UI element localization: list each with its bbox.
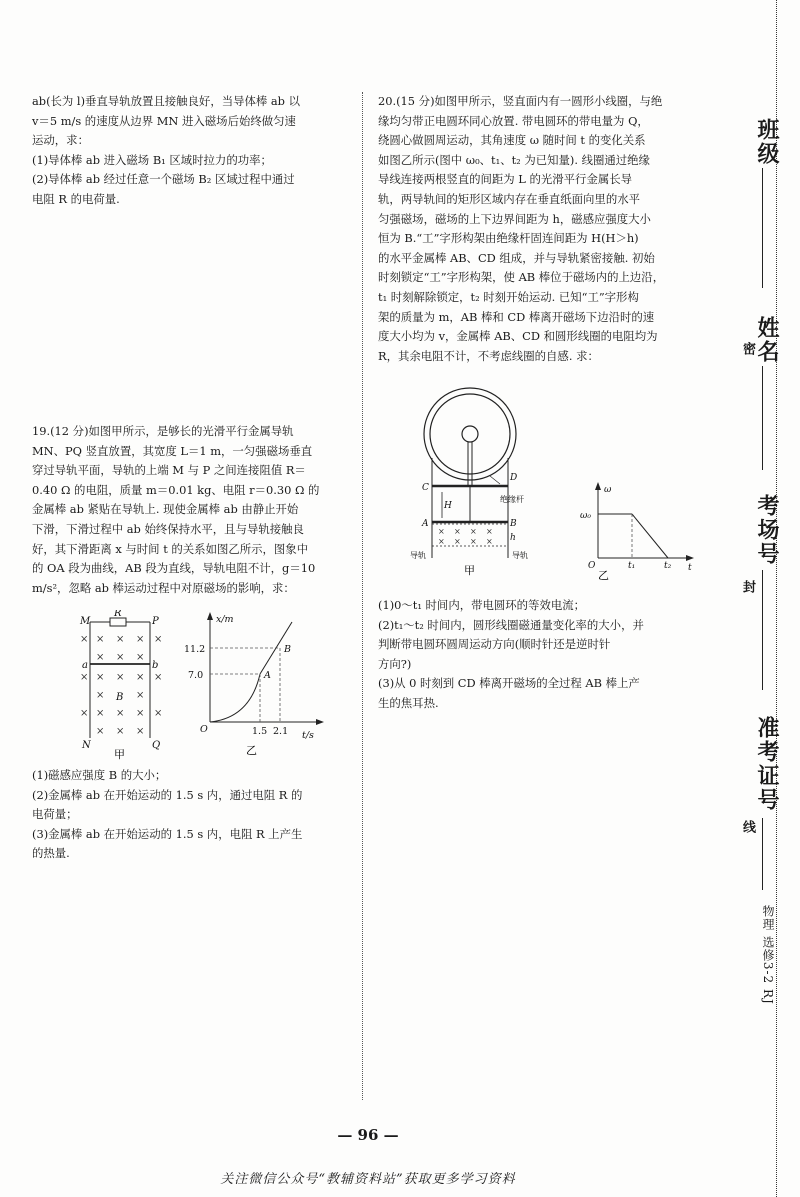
text-line: (2)导体棒 ab 经过任意一个磁场 B₂ 区域过程中通过 [32,172,295,187]
xian-mark: 线 [740,820,755,833]
q19-block [32,422,350,598]
svg-text:×: × [154,634,163,645]
label-rail-left: 导轨 [410,551,426,560]
svg-text:×: × [438,537,445,546]
label-R: R [114,610,122,619]
fig-caption: 甲 [114,748,125,760]
svg-text:×: × [438,527,445,536]
text-line: 如图乙所示(图中 ω₀、t₁、t₂ 为已知量). 线圈通过绝缘 [378,152,650,167]
tick-x1: 1.5 [252,726,268,737]
text-line: 架的质量为 m，AB 棒和 CD 棒离开磁场下边沿时的速 [378,309,655,324]
svg-text:×: × [116,726,125,737]
text-line: (1)磁感应强度 B 的大小； [32,768,167,782]
text-line: 时刻锁定“工”字形构架，使 AB 棒位于磁场内的上边沿， [378,270,665,285]
text-line: ab(长为 l)垂直导轨放置且接触良好，当导体棒 ab 以 [32,94,300,108]
text-line: 运动，求： [32,133,89,148]
text-line: 轨，两导轨间的矩形区域内存在垂直纸面向里的水平 [378,191,640,206]
label-b: b [152,660,159,671]
point-B: B [284,644,291,655]
svg-text:×: × [136,672,145,683]
svg-text:×: × [486,527,493,536]
svg-text:×: × [470,537,477,546]
label-P: P [152,616,159,627]
ticket-blank [762,818,763,890]
svg-text:×: × [136,634,145,645]
fig-caption: 乙 [246,744,257,757]
text-line: 下滑，下滑过程中 ab 始终保持水平，且与导轨接触良 [32,521,304,536]
text-line: 的热量. [32,846,70,861]
svg-text:×: × [136,690,145,701]
label-a: a [82,660,88,671]
text-line: t₁ 时刻解除锁定，t₂ 时刻开始运动. 已知“工”字形构 [378,289,639,304]
text-line: (2)金属棒 ab 在开始运动的 1.5 s 内，通过电阻 R 的 [32,787,303,802]
text-line: 好，其下滑距离 x 与时间 t 的关系如图乙所示，图象中 [32,541,309,556]
text-line: (1)导体棒 ab 进入磁场 B₁ 区域时拉力的功率； [32,152,272,167]
axis-ylabel: x/m [216,614,234,625]
text-line: 电阻 R 的电荷量. [32,191,120,206]
svg-text:×: × [136,726,145,737]
ticket-label: 准考证号 [754,716,780,812]
tick-t1: t₁ [628,561,636,571]
label-N: N [82,740,91,751]
text-line: 19.(12 分)如图甲所示，是够长的光滑平行金属导轨 [32,424,294,438]
svg-text:×: × [80,672,89,683]
name-blank [762,366,763,470]
text-line: 绕圆心做圆周运动，其角速度 ω 随时间 t 的变化关系 [378,133,646,148]
svg-text:×: × [454,537,461,546]
tick-omega0: ω₀ [580,511,591,521]
text-line: m/s²，忽略 ab 棒运动过程中对原磁场的影响，求： [32,580,295,595]
q18-continuation [32,92,350,210]
cut-line [776,0,777,1197]
svg-text:×: × [116,634,125,645]
text-line: 穿过导轨平面，导轨的上端 M 与 P 之间连接阻值 R＝ [32,463,306,478]
svg-text:×: × [486,537,493,546]
fig19-jia [70,610,170,760]
q19-questions [32,766,350,864]
text-line: 20.(15 分)如图甲所示，竖直面内有一圆形小线圈，与绝 [378,94,663,108]
svg-text:×: × [96,708,105,719]
svg-text:×: × [454,527,461,536]
tick-x2: 2.1 [273,726,289,737]
exam-room-label: 考场号 [754,494,780,566]
svg-text:×: × [80,634,89,645]
feng-mark: 封 [740,580,755,593]
label-B: B [116,692,124,703]
binding-sidebar [736,0,800,1197]
tick-t2: t₂ [664,561,672,571]
svg-text:×: × [470,527,477,536]
left-column [32,92,350,210]
fig20-jia [408,382,538,582]
class-label: 班级 [754,118,780,166]
text-line: 匀强磁场，磁场的上下边界间距为 h，磁感应强度大小 [378,211,651,226]
svg-text:×: × [116,672,125,683]
text-line: 缘均匀带正电圆环同心放置. 带电圆环的带电量为 Q， [378,113,649,128]
page-number: — 96 — [337,1126,399,1144]
text-line: 电荷量； [32,807,78,822]
q20-block [378,92,710,366]
svg-text:×: × [154,708,163,719]
label-h: h [510,533,516,543]
text-line: v＝5 m/s 的速度从边界 MN 进入磁场后始终做匀速 [32,113,296,128]
axis-xlabel: t/s [302,730,314,741]
svg-text:×: × [96,652,105,663]
svg-text:×: × [80,708,89,719]
fig20-yi [578,478,698,582]
text-line: 的水平金属棒 AB、CD 组成，并与导轨紧密接触. 初始 [378,250,655,265]
text-line: 方向?) [378,656,412,671]
svg-text:×: × [116,708,125,719]
text-line: 导线连接两根竖直的间距为 L 的光滑平行金属长导 [378,172,633,187]
mi-mark: 密 [740,342,755,355]
text-line: 金属棒 ab 紧贴在导轨上. 现使金属棒 ab 由静止开始 [32,502,299,517]
label-M: M [80,616,91,627]
q20-questions [378,596,710,714]
label-C: C [422,483,429,493]
label-H: H [444,501,452,511]
axis-omega: ω [604,485,612,495]
text-line: (3)金属棒 ab 在开始运动的 1.5 s 内，电阻 R 上产生 [32,826,303,841]
fig-caption: 甲 [464,564,475,577]
svg-text:×: × [96,672,105,683]
subject-label: 物理 选修3-2 RJ [761,905,775,1005]
fig19-yi [180,608,330,760]
room-blank [762,570,763,690]
fig-caption: 乙 [598,569,609,582]
text-line: (1)0～t₁ 时间内，带电圆环的等效电流； [378,598,586,612]
label-rail-right: 导轨 [512,551,528,560]
text-line: 判断带电圆环圆周运动方向(顺时针还是逆时针 [378,637,611,652]
svg-text:×: × [96,690,105,701]
text-line: 度大小均为 v，金属棒 AB、CD 和圆形线圈的电阻均为 [378,329,658,344]
footer-note: 关注微信公众号“教辅资料站”获取更多学习资料 [220,1172,516,1187]
class-blank [762,168,763,288]
origin-O: O [588,561,596,571]
text-line: 生的焦耳热. [378,695,439,710]
svg-text:×: × [136,708,145,719]
origin-O: O [200,724,208,735]
label-insulating-rod: 绝缘杆 [500,495,524,504]
name-label: 姓名 [754,316,780,364]
label-D: D [510,473,518,483]
column-divider [362,92,363,1100]
svg-text:×: × [136,652,145,663]
label-B: B [510,519,517,529]
svg-text:×: × [154,672,163,683]
text-line: 的 OA 段为曲线，AB 段为直线，导轨电阻不计，g＝10 [32,561,316,576]
axis-t: t [688,563,692,573]
svg-text:×: × [96,726,105,737]
tick-y2: 7.0 [188,670,204,681]
text-line: (2)t₁～t₂ 时间内，圆形线圈磁通量变化率的大小，并 [378,617,644,632]
label-A: A [422,519,429,529]
text-line: 0.40 Ω 的电阻，质量 m＝0.01 kg、电阻 r＝0.30 Ω 的 [32,482,320,497]
svg-text:×: × [116,652,125,663]
text-line: (3)从 0 时刻到 CD 棒离开磁场的全过程 AB 棒上产 [378,676,640,691]
text-line: R，其余电阻不计，不考虑线圈的自感. 求： [378,348,599,363]
text-line: 恒为 B.“工”字形构架由绝缘杆固连间距为 H(H＞h) [378,231,639,246]
label-Q: Q [152,740,161,751]
tick-y1: 11.2 [184,644,206,655]
point-A: A [264,670,271,681]
svg-text:×: × [96,634,105,645]
text-line: MN、PQ 竖直放置，其宽度 L＝1 m，一匀强磁场垂直 [32,443,313,458]
